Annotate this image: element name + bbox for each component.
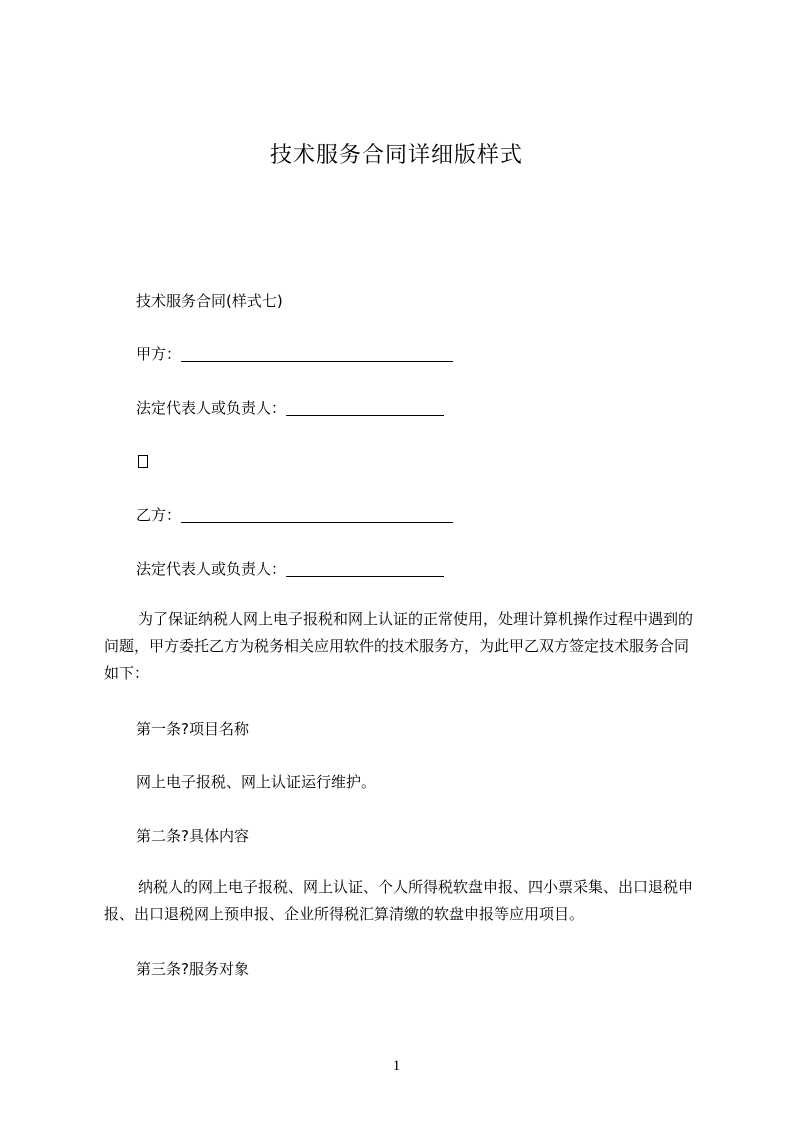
article2-body-text: 纳税人的网上电子报税、网上认证、个人所得税软盘申报、四小票采集、出口退税申报、出口退税网上预申报、企业所得税汇算清缴的软盘申报等应用项目。 <box>104 878 694 923</box>
rep-b-label: 法定代表人或负责人： <box>136 560 287 578</box>
document-title: 技术服务合同详细版样式 <box>269 143 523 168</box>
rep-a-label: 法定代表人或负责人： <box>136 399 287 417</box>
article2-body <box>104 874 700 928</box>
contract-subtitle: 技术服务合同(样式七) <box>136 292 283 310</box>
article1-body: 网上电子报税、网上认证运行维护。 <box>136 773 377 791</box>
placeholder-box-icon <box>138 455 148 468</box>
party-b-blank <box>181 506 453 523</box>
party-b-label: 乙方： <box>136 506 182 524</box>
party-a-blank <box>181 345 453 362</box>
article2-heading: 第二条?具体内容 <box>136 827 249 845</box>
intro-paragraph <box>104 606 700 687</box>
article3-heading: 第三条?服务对象 <box>136 960 249 978</box>
party-a-label: 甲方： <box>136 345 182 363</box>
rep-a-blank <box>286 399 444 416</box>
intro-paragraph-text: 为了保证纳税人网上电子报税和网上认证的正常使用，处理计算机操作过程中遇到的问题，甲方委托乙方为税务相关应用软件的技术服务方，为此甲乙双方签定技术服务合同如下： <box>104 610 694 682</box>
article1-heading: 第一条?项目名称 <box>136 720 249 738</box>
party-b-line <box>136 505 453 525</box>
page-number: 1 <box>392 1058 401 1074</box>
rep-b-blank <box>286 560 444 577</box>
party-a-line <box>136 344 453 364</box>
rep-b-line <box>136 559 444 579</box>
rep-a-line <box>136 398 444 418</box>
